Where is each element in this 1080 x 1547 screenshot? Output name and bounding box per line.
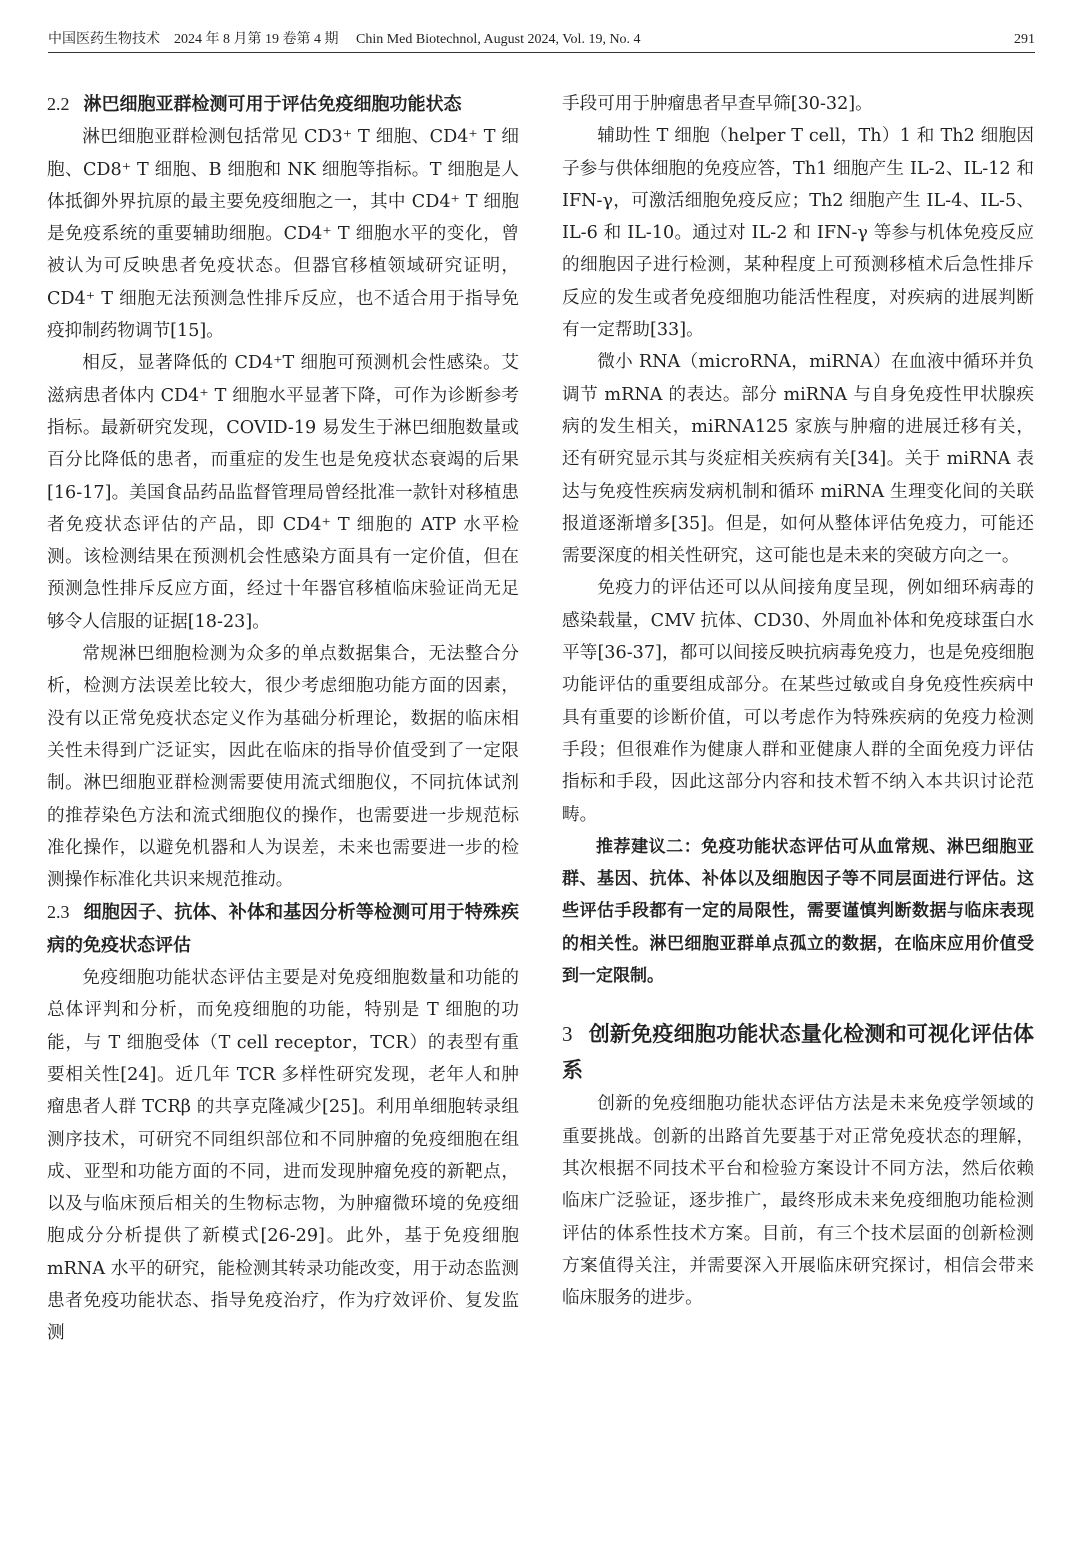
section-title: 创新免疫细胞功能状态量化检测和可视化评估体系	[562, 1022, 1034, 1083]
right-column	[562, 88, 1034, 1314]
paragraph: 相反，显著降低的 CD4⁺T 细胞可预测机会性感染。艾滋病患者体内 CD4⁺ T 细胞水平显著下降，可作为诊断参考指标。最新研究发现，COVID-19 易发生于淋巴细胞数量或百分比降低的患者，而重症的发生也是免疫状态衰竭的后果[16-17]。美国食品药品监督管理局曾经批准一款针对移植患者免疫状态评估的产品，即 CD4⁺ T 细胞的 ATP 水平检测。该检测结果在预测机会性感染方面具有一定价值，但在预测急性排斥反应方面，经过十年器官移植临床验证尚无足够令人信服的证据[18-23]。	[47, 353, 519, 632]
left-column	[47, 88, 519, 1350]
paragraph: 创新的免疫细胞功能状态评估方法是未来免疫学领域的重要挑战。创新的出路首先要基于对正常免疫状态的理解，其次根据不同技术平台和检验方案设计不同方法，然后依赖临床广泛验证，逐步推广，最终形成未来免疫细胞功能检测评估的体系性技术方案。目前，有三个技术层面的创新检测方案值得关注，并需要深入开展临床研究探讨，相信会带来临床服务的进步。	[562, 1094, 1034, 1309]
recommendation-2: 推荐建议二：免疫功能状态评估可从血常规、淋巴细胞亚群、基因、抗体、补体以及细胞因子等不同层面进行评估。这些评估手段都有一定的局限性，需要谨慎判断数据与临床表现的相关性。淋巴细胞亚群单点孤立的数据，在临床应用价值受到一定限制。	[562, 836, 1034, 987]
section-title: 细胞因子、抗体、补体和基因分析等检测可用于特殊疾病的免疫状态评估	[47, 902, 519, 956]
paragraph-continued: 手段可用于肿瘤患者早查早筛[30-32]。	[562, 94, 873, 114]
section-heading-3	[562, 1016, 1034, 1088]
section-number: 2.3	[47, 902, 70, 923]
journal-citation: 中国医药生物技术 2024 年 8 月第 19 卷第 4 期 Chin Med Biotechnol, August 2024, Vol. 19, No. 4	[48, 32, 641, 47]
running-header	[48, 30, 1035, 53]
section-number: 3	[562, 1022, 573, 1047]
page-number: 291	[1014, 32, 1035, 47]
paragraph: 辅助性 T 细胞（helper T cell，Th）1 和 Th2 细胞因子参与供体细胞的免疫应答，Th1 细胞产生 IL-2、IL-12 和 IFN-γ，可激活细胞免疫反应；Th2 细胞产生 IL-4、IL-5、IL-6 和 IL-10。通过对 IL-2 和 IFN-γ 等参与机体免疫反应的细胞因子进行检测，某种程度上可预测移植术后急性排斥反应的发生或者免疫细胞功能活性程度，对疾病的进展判断有一定帮助[33]。	[562, 126, 1034, 341]
section-title: 淋巴细胞亚群检测可用于评估免疫细胞功能状态	[83, 94, 462, 115]
paragraph: 微小 RNA（microRNA，miRNA）在血液中循环并负调节 mRNA 的表达。部分 miRNA 与自身免疫性甲状腺疾病的发生相关，miRNA125 家族与肿瘤的进展迁移有关，还有研究显示其与炎症相关疾病有关[34]。关于 miRNA 表达与免疫性疾病发病机制和循环 miRNA 生理变化间的关联报道逐渐增多[35]。但是，如何从整体评估免疫力，可能还需要深度的相关性研究，这可能也是未来的突破方向之一。	[562, 352, 1034, 567]
section-heading-2-2	[47, 88, 519, 121]
section-number: 2.2	[47, 94, 70, 114]
paragraph: 常规淋巴细胞检测为众多的单点数据集合，无法整合分析，检测方法误差比较大，很少考虑细胞功能方面的因素，没有以正常免疫状态定义作为基础分析理论，数据的临床相关性未得到广泛证实，因此在临床的指导价值受到了一定限制。淋巴细胞亚群检测需要使用流式细胞仪，不同抗体试剂的推荐染色方法和流式细胞仪的操作，也需要进一步规范标准化操作，以避免机器和人为误差，未来也需要进一步的检测操作标准化共识来规范推动。	[47, 644, 519, 891]
paragraph: 免疫细胞功能状态评估主要是对免疫细胞数量和功能的总体评判和分析，而免疫细胞的功能，特别是 T 细胞的功能，与 T 细胞受体（T cell receptor，TCR）的表型有重要相关性[24]。近几年 TCR 多样性研究发现，老年人和肿瘤患者人群 TCRβ 的共享克隆减少[25]。利用单细胞转录组测序技术，可研究不同组织部位和不同肿瘤的免疫细胞在组成、亚型和功能方面的不同，进而发现肿瘤免疫的新靶点，以及与临床预后相关的生物标志物，为肿瘤微环境的免疫细胞成分分析提供了新模式[26-29]。此外，基于免疫细胞 mRNA 水平的研究，能检测其转录功能改变，用于动态监测患者免疫功能状态、指导免疫治疗，作为疗效评价、复发监测	[47, 968, 519, 1344]
paragraph: 免疫力的评估还可以从间接角度呈现，例如细环病毒的感染载量，CMV 抗体、CD30、外周血补体和免疫球蛋白水平等[36-37]，都可以间接反映抗病毒免疫力，也是免疫细胞功能评估的重要组成部分。在某些过敏或自身免疫性疾病中具有重要的诊断价值，可以考虑作为特殊疾病的免疫力检测手段；但很难作为健康人群和亚健康人群的全面免疫力评估指标和手段，因此这部分内容和技术暂不纳入本共识讨论范畴。	[562, 578, 1034, 825]
paragraph: 淋巴细胞亚群检测包括常见 CD3⁺ T 细胞、CD4⁺ T 细胞、CD8⁺ T 细胞、B 细胞和 NK 细胞等指标。T 细胞是人体抵御外界抗原的最主要免疫细胞之一，其中 CD4⁺ T 细胞是免疫系统的重要辅助细胞。CD4⁺ T 细胞水平的变化，曾被认为可反映患者免疫状态。但器官移植领域研究证明，CD4⁺ T 细胞无法预测急性排斥反应，也不适合用于指导免疫抑制药物调节[15]。	[47, 127, 519, 342]
section-heading-2-3	[47, 896, 519, 962]
